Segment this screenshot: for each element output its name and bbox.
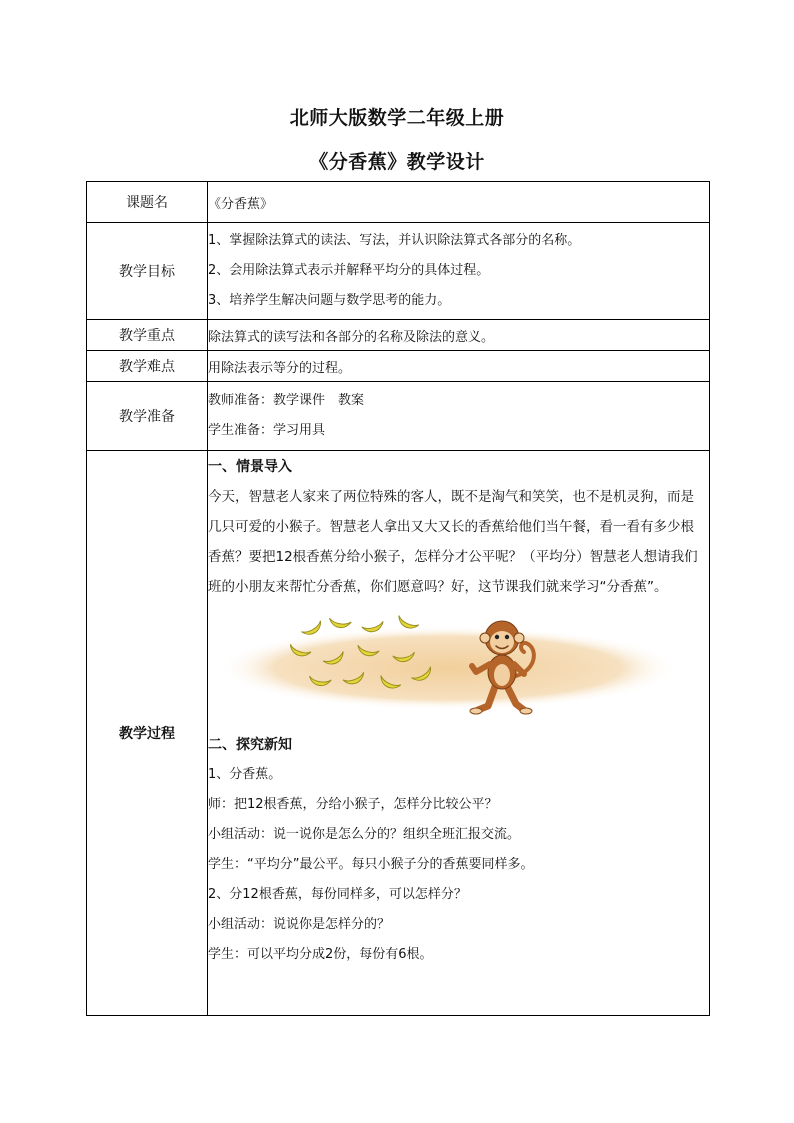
section-heading-explore: 二、探究新知 [208,737,292,753]
document-subtitle: 《分香蕉》教学设计 [309,151,485,173]
difficulties-label: 教学难点 [87,351,208,382]
goal-item: 2、会用除法算式表示并解释平均分的具体过程。 [208,263,490,278]
lesson-plan-table [86,181,710,1016]
explore-line: 小组活动：说一说你是怎么分的？组织全班汇报交流。 [208,827,521,842]
explore-line: 1、分香蕉。 [208,767,282,782]
preparation-item: 学生准备：学习用具 [208,423,326,438]
illustration-svg [208,608,678,726]
intro-paragraph: 今天，智慧老人家来了两位特殊的客人，既不是淘气和笑笑，也不是机灵狗，而是几只可爱的小猴子。智慧老人拿出又大又长的香蕉给他们当午餐，看一看有多少根香蕉？要把12根香蕉分给小猴子，怎样分才公平呢？（平均分）智慧老人想请我们班的小朋友来帮忙分香蕉，你们愿意吗？好，这节课我们就来学习“分香蕉”。 [208,489,698,595]
key-points-value: 除法算式的读写法和各部分的名称及除法的意义。 [208,320,710,351]
difficulties-value: 用除法表示等分的过程。 [208,351,710,382]
row-preparation [87,382,710,451]
topic-value: 《分香蕉》 [208,182,710,223]
preparation-label: 教学准备 [87,382,208,451]
goals-label: 教学目标 [87,223,208,320]
goal-item: 1、掌握除法算式的读法、写法，并认识除法算式各部分的名称。 [208,233,581,248]
banana-icon [328,618,351,629]
explore-line: 学生：可以平均分成2份，每份有6根。 [208,947,433,962]
explore-line: 2、分12根香蕉，每份同样多，可以怎样分？ [208,887,467,902]
row-process [87,451,710,1016]
topic-label: 课题名 [87,182,208,223]
process-label: 教学过程 [87,451,208,1016]
goals-content [208,223,710,320]
explore-line: 师：把12根香蕉，分给小猴子，怎样分比较公平？ [208,797,498,812]
row-key-points [87,320,710,351]
row-topic [87,182,710,223]
explore-line: 学生：“平均分”最公平。每只小猴子分的香蕉要同样多。 [208,857,534,872]
preparation-item: 教师准备：教学课件 教案 [208,393,365,408]
process-content [208,451,710,1016]
explore-line: 小组活动：说说你是怎样分的？ [208,917,391,932]
section-heading-intro: 一、情景导入 [208,459,292,475]
key-points-label: 教学重点 [87,320,208,351]
goal-item: 3、培养学生解决问题与数学思考的能力。 [208,293,451,308]
bananas-monkey-illustration [208,608,709,726]
row-difficulties [87,351,710,382]
ground-shadow [218,626,678,710]
document-title: 北师大版数学二年级上册 [289,107,505,129]
preparation-content [208,382,710,451]
row-goals [87,223,710,320]
